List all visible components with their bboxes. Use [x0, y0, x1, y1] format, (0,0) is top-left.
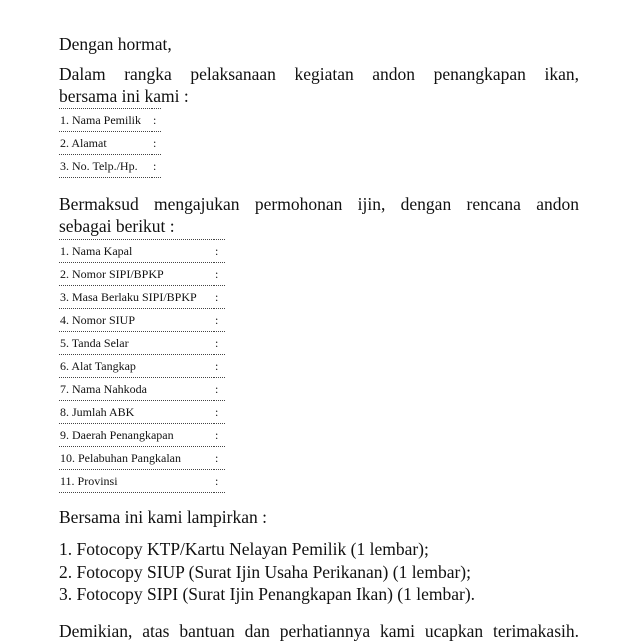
field-colon: :: [214, 240, 225, 263]
field-label: 11. Provinsi: [59, 470, 214, 493]
field-label: 7. Nama Nahkoda: [59, 378, 214, 401]
field-colon: :: [214, 424, 225, 447]
field-colon: :: [214, 447, 225, 470]
table-row: [59, 378, 225, 401]
field-label: 2. Nomor SIPI/BPKP: [59, 263, 214, 286]
field-colon: :: [214, 470, 225, 493]
table-row: [59, 240, 225, 263]
table-row: [59, 447, 225, 470]
request-line-2: sebagai berikut :: [59, 216, 175, 236]
field-colon: :: [214, 332, 225, 355]
table-row: [59, 332, 225, 355]
field-label: 4. Nomor SIUP: [59, 309, 214, 332]
field-colon: :: [214, 286, 225, 309]
field-label: 1. Nama Pemilik: [59, 109, 152, 132]
intro-line-1: Dalam rangka pelaksanaan kegiatan andon penangkapan ikan,: [59, 64, 579, 84]
table-row: [59, 132, 161, 155]
table-row: [59, 155, 161, 178]
request-line-1: Bermaksud mengajukan permohonan ijin, dengan rencana andon: [59, 194, 579, 214]
salutation: Dengan hormat,: [59, 34, 172, 54]
field-label: 10. Pelabuhan Pangkalan: [59, 447, 214, 470]
owner-fields-table: [59, 108, 161, 178]
field-label: 2. Alamat: [59, 132, 152, 155]
field-colon: :: [152, 132, 161, 155]
table-row: [59, 309, 225, 332]
table-row: [59, 263, 225, 286]
list-item: 2. Fotocopy SIUP (Surat Ijin Usaha Perikanan) (1 lembar);: [59, 561, 471, 582]
list-item: 3. Fotocopy SIPI (Surat Ijin Penangkapan Ikan) (1 lembar).: [59, 584, 476, 604]
closing-paragraph: Demikian, atas bantuan dan perhatiannya kami ucapkan terimakasih.: [59, 620, 579, 641]
field-label: 6. Alat Tangkap: [59, 355, 214, 378]
table-row: [59, 355, 225, 378]
table-row: [59, 401, 225, 424]
field-label: 9. Daerah Penangkapan: [59, 424, 214, 447]
field-colon: :: [214, 355, 225, 378]
vessel-fields-table: [59, 239, 225, 493]
list-item: 1. Fotocopy KTP/Kartu Nelayan Pemilik (1 lembar);: [59, 539, 429, 559]
field-label: 3. No. Telp./Hp.: [59, 155, 152, 178]
table-row: [59, 109, 161, 132]
intro-line-2: bersama ini kami :: [59, 86, 189, 106]
attachments-list: [59, 538, 579, 606]
field-label: 8. Jumlah ABK: [59, 401, 214, 424]
field-colon: :: [214, 378, 225, 401]
field-label: 3. Masa Berlaku SIPI/BPKP: [59, 286, 214, 309]
field-colon: :: [152, 109, 161, 132]
field-colon: :: [152, 155, 161, 178]
field-label: 1. Nama Kapal: [59, 240, 214, 263]
table-row: [59, 286, 225, 309]
letter-body: [59, 33, 579, 642]
attachments-intro: Bersama ini kami lampirkan :: [59, 507, 268, 527]
field-colon: :: [214, 309, 225, 332]
table-row: [59, 424, 225, 447]
table-row: [59, 470, 225, 493]
field-colon: :: [214, 401, 225, 424]
field-colon: :: [214, 263, 225, 286]
field-label: 5. Tanda Selar: [59, 332, 214, 355]
